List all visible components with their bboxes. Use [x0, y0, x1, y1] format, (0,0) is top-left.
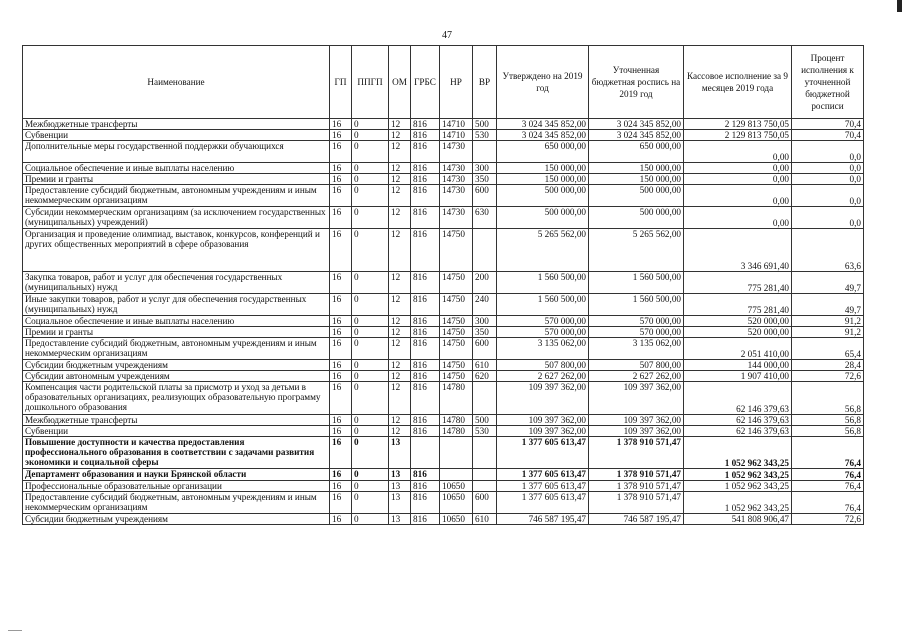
cell-cash: 62 146 379,63	[684, 382, 792, 415]
cell-gp: 16	[330, 338, 352, 360]
header-approved: Утверждено на 2019 год	[497, 46, 589, 119]
cell-np: 14750	[440, 272, 473, 294]
cell-percent: 91,2	[792, 327, 864, 338]
cell-ppgp: 0	[352, 185, 389, 207]
cell-name: Межбюджетные трансферты	[23, 119, 330, 130]
cell-cash: 1 052 962 343,25	[684, 437, 792, 469]
cell-cash: 1 052 962 343,25	[684, 481, 792, 492]
header-vr: ВР	[473, 46, 497, 119]
cell-percent: 91,2	[792, 316, 864, 327]
cell-refined: 5 265 562,00	[589, 229, 684, 272]
cell-ppgp: 0	[352, 371, 389, 382]
cell-np: 14730	[440, 163, 473, 174]
table-row	[23, 514, 864, 525]
cell-refined: 3 024 345 852,00	[589, 119, 684, 130]
header-om: ОМ	[389, 46, 411, 119]
cell-gp: 16	[330, 316, 352, 327]
cell-gp: 16	[330, 141, 352, 163]
cell-approved: 5 265 562,00	[497, 229, 589, 272]
cell-vr: 620	[473, 371, 497, 382]
cell-refined: 1 378 910 571,47	[589, 481, 684, 492]
cell-grbs: 816	[411, 185, 440, 207]
cell-om: 12	[389, 415, 411, 426]
cell-refined: 150 000,00	[589, 174, 684, 185]
cell-grbs: 816	[411, 294, 440, 316]
cell-om: 12	[389, 207, 411, 229]
cell-refined: 3 024 345 852,00	[589, 130, 684, 141]
cell-name: Межбюджетные трансферты	[23, 415, 330, 426]
cell-om: 12	[389, 371, 411, 382]
cell-approved: 570 000,00	[497, 327, 589, 338]
header-np: НР	[440, 46, 473, 119]
cell-cash: 520 000,00	[684, 327, 792, 338]
table-row	[23, 207, 864, 229]
cell-om: 12	[389, 130, 411, 141]
cell-grbs: 816	[411, 426, 440, 437]
cell-om: 12	[389, 426, 411, 437]
cell-vr: 600	[473, 338, 497, 360]
cell-cash: 0,00	[684, 141, 792, 163]
cell-percent: 56,8	[792, 415, 864, 426]
cell-ppgp: 0	[352, 360, 389, 371]
cell-cash: 1 052 962 343,25	[684, 469, 792, 481]
cell-gp: 16	[330, 207, 352, 229]
cell-name: Субсидии некоммерческим организациям (за исключением государственных (муниципальных) учреждений)	[23, 207, 330, 229]
cell-vr	[473, 229, 497, 272]
cell-approved: 2 627 262,00	[497, 371, 589, 382]
table-row	[23, 469, 864, 481]
cell-grbs: 816	[411, 492, 440, 514]
cell-cash: 1 907 410,00	[684, 371, 792, 382]
cell-name: Повышение доступности и качества предоставления профессионального образования в соответствии с задачами развития экономики и социальной сферы	[23, 437, 330, 469]
table-row	[23, 174, 864, 185]
cell-cash: 541 808 906,47	[684, 514, 792, 525]
cell-name: Субвенции	[23, 130, 330, 141]
cell-vr: 350	[473, 174, 497, 185]
cell-percent: 70,4	[792, 130, 864, 141]
cell-om: 12	[389, 294, 411, 316]
cell-gp: 16	[330, 272, 352, 294]
cell-name: Закупка товаров, работ и услуг для обеспечения государственных (муниципальных) нужд	[23, 272, 330, 294]
cell-approved: 507 800,00	[497, 360, 589, 371]
cell-cash: 2 129 813 750,05	[684, 119, 792, 130]
header-gp: ГП	[330, 46, 352, 119]
cell-refined: 1 378 910 571,47	[589, 492, 684, 514]
cell-refined: 150 000,00	[589, 163, 684, 174]
table-row	[23, 327, 864, 338]
cell-np: 14730	[440, 174, 473, 185]
table-row	[23, 130, 864, 141]
cell-cash: 2 051 410,00	[684, 338, 792, 360]
table-row	[23, 229, 864, 272]
cell-grbs: 816	[411, 174, 440, 185]
header-cash: Кассовое исполнение за 9 месяцев 2019 года	[684, 46, 792, 119]
cell-cash: 0,00	[684, 185, 792, 207]
cell-ppgp: 0	[352, 294, 389, 316]
cell-vr: 350	[473, 327, 497, 338]
cell-vr	[473, 141, 497, 163]
table-row	[23, 415, 864, 426]
cell-cash: 775 281,40	[684, 294, 792, 316]
cell-ppgp: 0	[352, 469, 389, 481]
cell-gp: 16	[330, 185, 352, 207]
cell-name: Предоставление субсидий бюджетным, автономным учреждениям и иным некоммерческим организациям	[23, 185, 330, 207]
cell-vr: 600	[473, 185, 497, 207]
cell-percent: 56,8	[792, 382, 864, 415]
cell-gp: 16	[330, 426, 352, 437]
table-header	[23, 46, 864, 119]
cell-grbs: 816	[411, 119, 440, 130]
cell-grbs: 816	[411, 316, 440, 327]
cell-percent: 65,4	[792, 338, 864, 360]
cell-cash: 144 000,00	[684, 360, 792, 371]
cell-name: Организация и проведение олимпиад, выставок, конкурсов, конференций и других общественных мероприятий в сфере образования	[23, 229, 330, 272]
header-ppgp: ППГП	[352, 46, 389, 119]
cell-cash: 3 346 691,40	[684, 229, 792, 272]
cell-np: 14730	[440, 185, 473, 207]
cell-grbs	[411, 437, 440, 469]
cell-name: Субсидии бюджетным учреждениям	[23, 360, 330, 371]
cell-approved: 1 377 605 613,47	[497, 481, 589, 492]
cell-refined: 570 000,00	[589, 316, 684, 327]
cell-np: 10650	[440, 492, 473, 514]
cell-refined: 3 135 062,00	[589, 338, 684, 360]
cell-ppgp: 0	[352, 163, 389, 174]
table-row	[23, 371, 864, 382]
table-body	[23, 119, 864, 525]
cell-om: 12	[389, 327, 411, 338]
cell-name: Предоставление субсидий бюджетным, автономным учреждениям и иным некоммерческим организациям	[23, 338, 330, 360]
cell-vr: 610	[473, 514, 497, 525]
cell-gp: 16	[330, 119, 352, 130]
cell-om: 12	[389, 338, 411, 360]
cell-grbs: 816	[411, 382, 440, 415]
cell-name: Департамент образования и науки Брянской области	[23, 469, 330, 481]
cell-vr: 530	[473, 426, 497, 437]
cell-np: 10650	[440, 514, 473, 525]
cell-gp: 16	[330, 492, 352, 514]
cell-vr: 300	[473, 316, 497, 327]
table-row	[23, 426, 864, 437]
cell-gp: 16	[330, 371, 352, 382]
cell-percent: 76,4	[792, 469, 864, 481]
cell-grbs: 816	[411, 360, 440, 371]
cell-approved: 150 000,00	[497, 174, 589, 185]
cell-refined: 570 000,00	[589, 327, 684, 338]
cell-cash: 62 146 379,63	[684, 415, 792, 426]
cell-percent: 0,0	[792, 163, 864, 174]
cell-ppgp: 0	[352, 327, 389, 338]
cell-np: 14750	[440, 360, 473, 371]
cell-np	[440, 437, 473, 469]
budget-table	[22, 45, 864, 525]
cell-percent: 56,8	[792, 426, 864, 437]
cell-name: Дополнительные меры государственной поддержки обучающихся	[23, 141, 330, 163]
cell-cash: 1 052 962 343,25	[684, 492, 792, 514]
table-row	[23, 360, 864, 371]
cell-np: 10650	[440, 481, 473, 492]
cell-name: Иные закупки товаров, работ и услуг для обеспечения государственных (муниципальных) нужд	[23, 294, 330, 316]
cell-ppgp: 0	[352, 492, 389, 514]
page-number: 47	[442, 30, 452, 41]
cell-refined: 109 397 362,00	[589, 415, 684, 426]
scan-mark	[8, 630, 22, 631]
cell-grbs: 816	[411, 469, 440, 481]
cell-percent: 76,4	[792, 481, 864, 492]
cell-refined: 500 000,00	[589, 207, 684, 229]
cell-approved: 109 397 362,00	[497, 415, 589, 426]
cell-percent: 0,0	[792, 141, 864, 163]
cell-refined: 109 397 362,00	[589, 382, 684, 415]
table-row	[23, 294, 864, 316]
cell-percent: 49,7	[792, 272, 864, 294]
cell-ppgp: 0	[352, 437, 389, 469]
cell-approved: 650 000,00	[497, 141, 589, 163]
cell-cash: 0,00	[684, 174, 792, 185]
cell-name: Предоставление субсидий бюджетным, автономным учреждениям и иным некоммерческим организациям	[23, 492, 330, 514]
cell-grbs: 816	[411, 141, 440, 163]
table-row	[23, 163, 864, 174]
table-row	[23, 481, 864, 492]
cell-vr	[473, 469, 497, 481]
cell-approved: 109 397 362,00	[497, 426, 589, 437]
cell-percent: 70,4	[792, 119, 864, 130]
cell-gp: 16	[330, 481, 352, 492]
cell-ppgp: 0	[352, 272, 389, 294]
cell-om: 12	[389, 360, 411, 371]
cell-ppgp: 0	[352, 338, 389, 360]
header-name: Наименование	[23, 46, 330, 119]
cell-gp: 16	[330, 229, 352, 272]
cell-name: Компенсация части родительской платы за присмотр и уход за детьми в образовательных организациях, реализующих образовательную программу дошкольного образования	[23, 382, 330, 415]
cell-ppgp: 0	[352, 415, 389, 426]
cell-ppgp: 0	[352, 141, 389, 163]
cell-om: 12	[389, 163, 411, 174]
cell-vr: 500	[473, 119, 497, 130]
cell-om: 13	[389, 514, 411, 525]
cell-om: 13	[389, 437, 411, 469]
cell-vr: 240	[473, 294, 497, 316]
cell-approved: 500 000,00	[497, 207, 589, 229]
cell-gp: 16	[330, 514, 352, 525]
cell-vr	[473, 437, 497, 469]
cell-ppgp: 0	[352, 207, 389, 229]
cell-gp: 16	[330, 130, 352, 141]
cell-cash: 520 000,00	[684, 316, 792, 327]
cell-np: 14730	[440, 141, 473, 163]
table-row	[23, 437, 864, 469]
cell-ppgp: 0	[352, 316, 389, 327]
cell-percent: 76,4	[792, 492, 864, 514]
cell-approved: 1 560 500,00	[497, 294, 589, 316]
header-percent: Процент исполнения к уточненной бюджетной росписи	[792, 46, 864, 119]
cell-np: 14780	[440, 382, 473, 415]
cell-percent: 0,0	[792, 174, 864, 185]
cell-grbs: 816	[411, 327, 440, 338]
cell-vr: 610	[473, 360, 497, 371]
cell-grbs: 816	[411, 371, 440, 382]
cell-gp: 16	[330, 174, 352, 185]
cell-approved: 746 587 195,47	[497, 514, 589, 525]
cell-gp: 16	[330, 382, 352, 415]
cell-gp: 16	[330, 360, 352, 371]
cell-gp: 16	[330, 437, 352, 469]
table-row	[23, 316, 864, 327]
cell-om: 12	[389, 382, 411, 415]
cell-approved: 3 135 062,00	[497, 338, 589, 360]
cell-np: 14750	[440, 338, 473, 360]
cell-name: Профессиональные образовательные организации	[23, 481, 330, 492]
cell-vr	[473, 481, 497, 492]
cell-refined: 650 000,00	[589, 141, 684, 163]
cell-percent: 76,4	[792, 437, 864, 469]
cell-vr: 300	[473, 163, 497, 174]
cell-refined: 500 000,00	[589, 185, 684, 207]
cell-approved: 3 024 345 852,00	[497, 130, 589, 141]
cell-ppgp: 0	[352, 130, 389, 141]
cell-np: 14750	[440, 327, 473, 338]
table-row	[23, 382, 864, 415]
cell-name: Субсидии бюджетным учреждениям	[23, 514, 330, 525]
cell-np: 14750	[440, 229, 473, 272]
cell-om: 13	[389, 492, 411, 514]
cell-ppgp: 0	[352, 174, 389, 185]
cell-ppgp: 0	[352, 481, 389, 492]
cell-refined: 1 378 910 571,47	[589, 437, 684, 469]
corner-mark	[897, 0, 902, 12]
cell-cash: 62 146 379,63	[684, 426, 792, 437]
cell-vr: 530	[473, 130, 497, 141]
cell-refined: 2 627 262,00	[589, 371, 684, 382]
cell-approved: 1 560 500,00	[497, 272, 589, 294]
cell-refined: 1 378 910 571,47	[589, 469, 684, 481]
cell-name: Социальное обеспечение и иные выплаты населению	[23, 163, 330, 174]
cell-ppgp: 0	[352, 119, 389, 130]
cell-cash: 0,00	[684, 163, 792, 174]
cell-grbs: 816	[411, 163, 440, 174]
cell-cash: 775 281,40	[684, 272, 792, 294]
cell-grbs: 816	[411, 481, 440, 492]
cell-om: 12	[389, 316, 411, 327]
cell-grbs: 816	[411, 272, 440, 294]
cell-percent: 0,0	[792, 207, 864, 229]
header-grbs: ГРБС	[411, 46, 440, 119]
cell-np: 14750	[440, 294, 473, 316]
cell-ppgp: 0	[352, 229, 389, 272]
cell-approved: 1 377 605 613,47	[497, 437, 589, 469]
cell-om: 12	[389, 141, 411, 163]
cell-percent: 49,7	[792, 294, 864, 316]
cell-approved: 3 024 345 852,00	[497, 119, 589, 130]
cell-grbs: 816	[411, 415, 440, 426]
cell-gp: 16	[330, 294, 352, 316]
cell-grbs: 816	[411, 229, 440, 272]
cell-vr	[473, 382, 497, 415]
header-refined: Уточненная бюджетная роспись на 2019 год	[589, 46, 684, 119]
cell-percent: 0,0	[792, 185, 864, 207]
cell-vr: 630	[473, 207, 497, 229]
cell-refined: 1 560 500,00	[589, 272, 684, 294]
cell-om: 12	[389, 229, 411, 272]
cell-name: Социальное обеспечение и иные выплаты населению	[23, 316, 330, 327]
cell-ppgp: 0	[352, 514, 389, 525]
cell-np: 14750	[440, 371, 473, 382]
cell-refined: 109 397 362,00	[589, 426, 684, 437]
cell-percent: 63,6	[792, 229, 864, 272]
table-row	[23, 185, 864, 207]
cell-grbs: 816	[411, 130, 440, 141]
cell-np: 14750	[440, 316, 473, 327]
cell-cash: 2 129 813 750,05	[684, 130, 792, 141]
cell-approved: 1 377 605 613,47	[497, 469, 589, 481]
cell-om: 13	[389, 481, 411, 492]
cell-approved: 570 000,00	[497, 316, 589, 327]
cell-name: Премии и гранты	[23, 327, 330, 338]
cell-name: Субсидии автономным учреждениям	[23, 371, 330, 382]
cell-approved: 150 000,00	[497, 163, 589, 174]
cell-name: Премии и гранты	[23, 174, 330, 185]
cell-refined: 746 587 195,47	[589, 514, 684, 525]
cell-approved: 500 000,00	[497, 185, 589, 207]
table-row	[23, 119, 864, 130]
cell-om: 12	[389, 185, 411, 207]
cell-vr: 600	[473, 492, 497, 514]
cell-cash: 0,00	[684, 207, 792, 229]
table-row	[23, 272, 864, 294]
cell-name: Субвенции	[23, 426, 330, 437]
cell-om: 13	[389, 469, 411, 481]
cell-np: 14710	[440, 130, 473, 141]
cell-np: 14730	[440, 207, 473, 229]
table-row	[23, 338, 864, 360]
cell-gp: 16	[330, 163, 352, 174]
cell-ppgp: 0	[352, 426, 389, 437]
cell-gp: 16	[330, 415, 352, 426]
cell-np	[440, 469, 473, 481]
table-row	[23, 492, 864, 514]
cell-gp: 16	[330, 327, 352, 338]
cell-percent: 72,6	[792, 371, 864, 382]
cell-om: 12	[389, 119, 411, 130]
cell-ppgp: 0	[352, 382, 389, 415]
cell-vr: 200	[473, 272, 497, 294]
cell-np: 14710	[440, 119, 473, 130]
cell-gp: 16	[330, 469, 352, 481]
cell-percent: 28,4	[792, 360, 864, 371]
table-row	[23, 141, 864, 163]
cell-vr: 500	[473, 415, 497, 426]
cell-refined: 1 560 500,00	[589, 294, 684, 316]
cell-refined: 507 800,00	[589, 360, 684, 371]
cell-om: 12	[389, 272, 411, 294]
cell-grbs: 816	[411, 514, 440, 525]
cell-approved: 109 397 362,00	[497, 382, 589, 415]
cell-np: 14780	[440, 415, 473, 426]
cell-grbs: 816	[411, 207, 440, 229]
cell-grbs: 816	[411, 338, 440, 360]
cell-np: 14780	[440, 426, 473, 437]
cell-approved: 1 377 605 613,47	[497, 492, 589, 514]
cell-percent: 72,6	[792, 514, 864, 525]
cell-om: 12	[389, 174, 411, 185]
